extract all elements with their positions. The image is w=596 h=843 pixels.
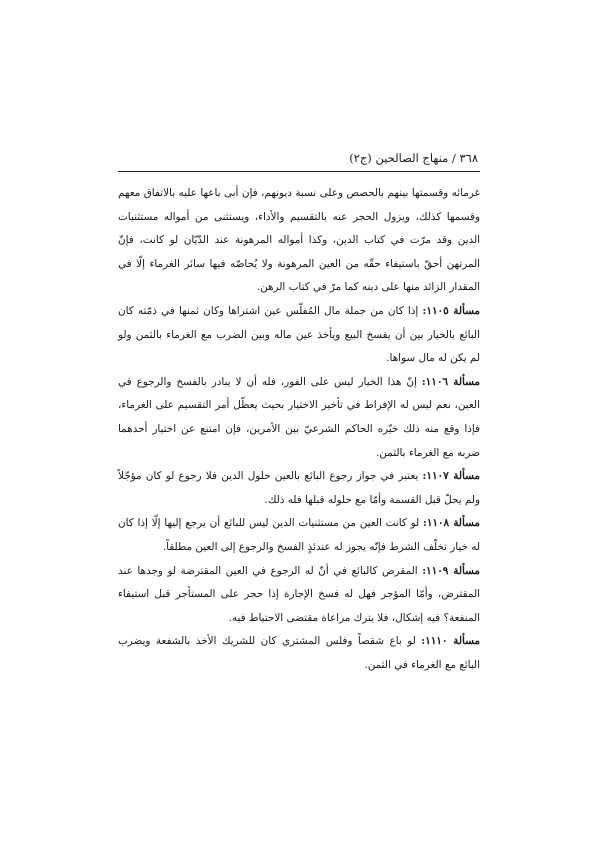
paragraph-text: يعتبر في جواز رجوع البائع بالعين حلول الدين فلا رجوع لو كان مؤجّلاً ولم يحلّ قبل القسمة وأمّا مع حلوله قبلها فله ذلك. [118,470,480,506]
issue-number: مسألة ١١٠٦: [421,375,480,388]
issue-paragraph [118,465,480,512]
issue-paragraph [118,371,480,465]
paragraph-text: إذا كان من جملة مال المُفلّس عين اشتراها وكان ثمنها في ذمّته كان البائع بالخيار بين أن يفسخ البيع ويأخذ عين ماله وبين الضرب مع الغرماء بالثمن ولو لم يكن له مال سواها. [118,304,480,365]
issue-paragraph [118,512,480,559]
paragraph-text: إنّ هذا الخيار ليس على الفور، فله أن لا يبادر بالفسخ والرجوع في العين، نعم ليس له الإفراط في تأخير الاختيار بحيث يعطّل أمر التقسيم على الغرماء، فإذا وقع منه ذلك خيّره الحاكم الشرعيّ بين الأمرين، فإن امتنع عن اختيار أحدهما ضربه مع الغرماء بالثمن. [118,375,480,459]
issue-paragraph [118,560,480,631]
page-body [118,182,480,677]
paragraph-text: لو باع شقصاً وفلس المشتري كان للشريك الأخذ بالشفعة ويضرب البائع مع الغرماء في الثمن. [118,635,480,671]
issue-number: مسألة ١١٠٥: [422,304,480,317]
paragraph-text: المقرض كالبائع في أنّ له الرجوع في العين المقترضة لو وجدها عند المقترض، وأمّا المؤجر فهل له فسخ الإجارة إذا حجر على المستأجر قبل استيفاء المنفعة؟ فيه إشكال، فلا يترك مراعاة مقتضى الاحتياط فيه. [118,564,480,624]
paragraph-text: غرمائه وقسمتها بينهم بالحصص وعلى نسبة ديونهم، فإن أبى باعها عليه بالاتفاق معهم وقسمها كذلك، ويزول الحجر عنه بالتقسيم والأداء، ويستثنى من أمواله مستثنيات الدين وقد مرّت في كتاب الدين، وكذا أمواله المرهونة عند الدّيّان لو كانت، فإنّ المرتهن أحقّ باستيفاء حقّه من العين المرهونة ولا يُحاصّه فيها سائر الغرماء إلّا في المقدار الزائد منها على دينه كما مرّ في كتاب الرهن. [118,187,480,294]
issue-paragraph [118,630,480,677]
paragraph-text: لو كانت العين من مستثنيات الدين ليس للبائع أن يرجع إليها إلّا إذا كان له خيار تخلّف الشرط فإنّه يجوز له عندئذٍ الفسخ والرجوع إلى العين مطلقاً. [118,517,480,553]
issue-number: مسألة ١١٠٨: [422,517,480,530]
running-header: ٣٦٨ / منهاج الصالحين (ج٢) [349,151,478,165]
issue-number: مسألة ١١١٠: [421,635,480,648]
paragraph [118,182,480,300]
issue-number: مسألة ١١٠٧: [422,470,480,483]
issue-paragraph [118,300,480,371]
issue-number: مسألة ١١٠٩: [422,564,480,577]
header-rule [118,171,480,172]
